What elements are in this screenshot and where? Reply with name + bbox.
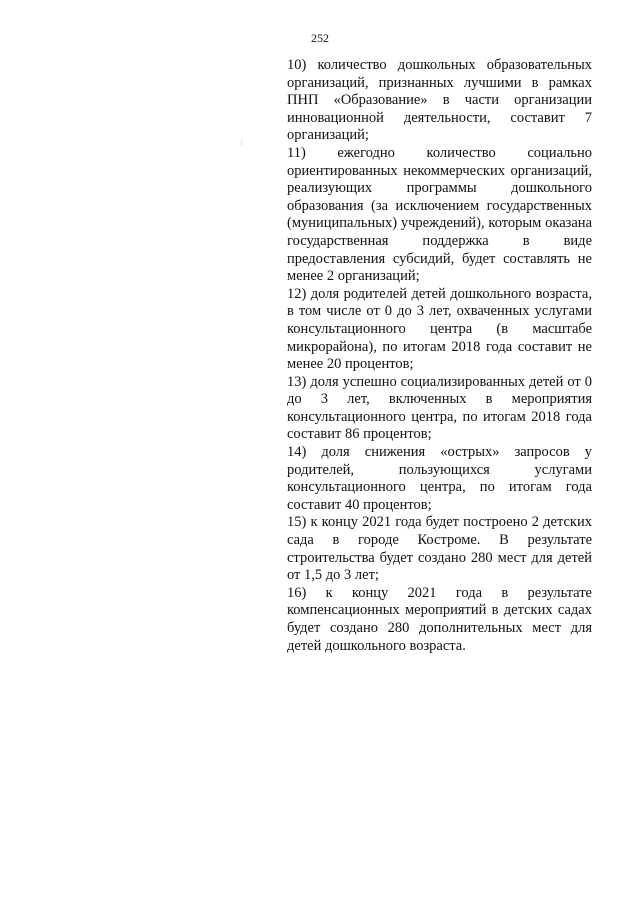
list-item-12: 12) доля родителей детей дошкольного возраста, в том числе от 0 до 3 лет, охваченных услугами консультационного центра (в масштабе микрорайона), по итогам 2018 года составит не менее 20 процентов; [287,285,592,373]
list-item-11: 11) ежегодно количество социально ориентированных некоммерческих организаций, реализующих программы дошкольного образования (за исключением государственных (муниципальных) учреждений), которым оказана государственная поддержка в виде предоставления субсидий, будет составлять не менее 2 организаций; [287,144,592,285]
page-number: 252 [311,31,329,45]
list-item-16: 16) к концу 2021 года в результате компенсационных мероприятий в детских садах будет создано 280 дополнительных мест для детей дошкольного возраста. [287,584,592,654]
document-text-column [287,57,592,655]
list-item-15: 15) к концу 2021 года будет построено 2 детских сада в городе Костроме. В результате строительства будет создано 280 мест для детей от 1,5 до 3 лет; [287,514,592,584]
list-item-10: 10) количество дошкольных образовательных организаций, признанных лучшими в рамках ПНП «Образование» в части организации инновационной деятельности, составит 7 организаций; [287,57,592,144]
list-item-13: 13) доля успешно социализированных детей от 0 до 3 лет, включенных в мероприятия консультационного центра, по итогам 2018 года составит 86 процентов; [287,373,592,443]
list-item-14: 14) доля снижения «острых» запросов у родителей, пользующихся услугами консультационного центра, по итогам года составит 40 процентов; [287,444,592,513]
scan-margin-mark [241,140,242,146]
